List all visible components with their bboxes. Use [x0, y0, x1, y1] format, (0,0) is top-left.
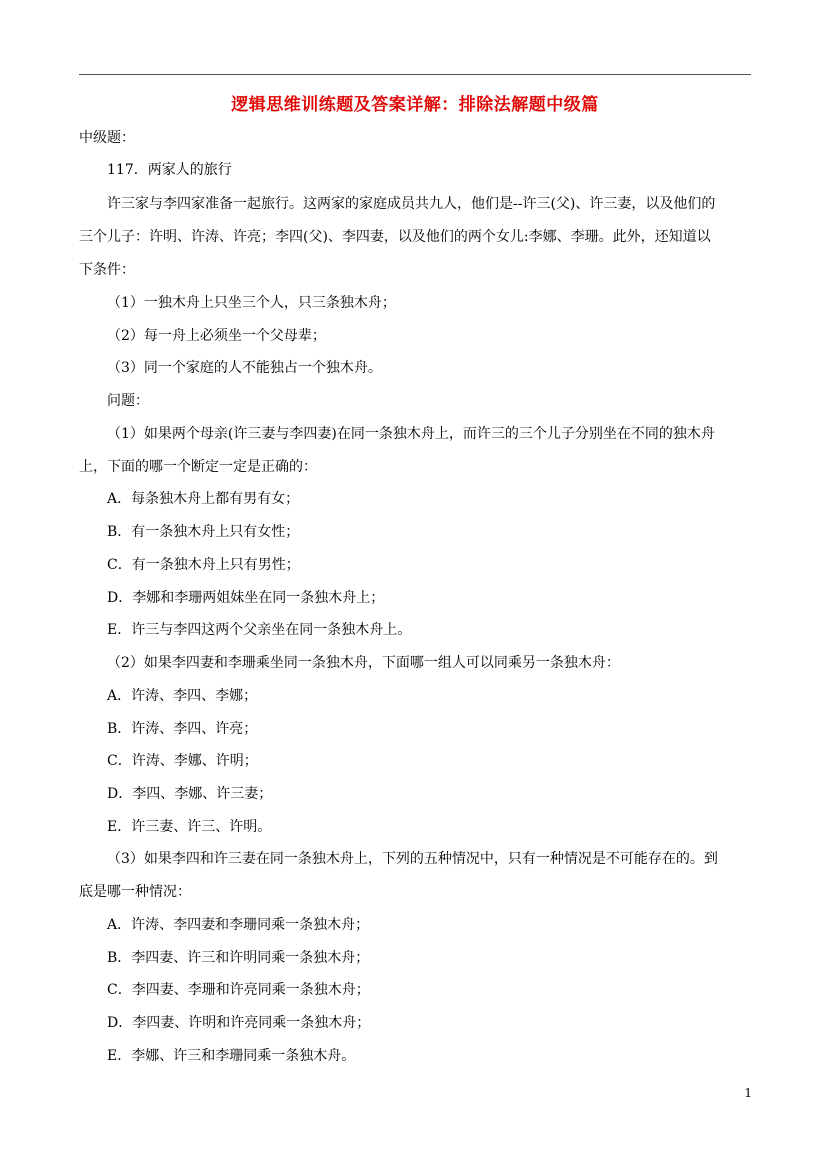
q3-option-a: A．许涛、李四妻和李珊同乘一条独木舟；: [107, 917, 370, 933]
intro-line-3: 下条件：: [79, 262, 135, 278]
q1-option-d: D．李娜和李珊两姐妹坐在同一条独木舟上；: [107, 590, 385, 606]
condition-1: （1）一独木舟上只坐三个人，只三条独木舟；: [107, 295, 396, 311]
level-heading: 中级题：: [79, 130, 135, 146]
header-rule: [79, 74, 751, 75]
q2-option-e: E．许三妻、许三、许明。: [107, 819, 272, 835]
intro-line-2: 三个儿子：许明、许涛、许亮；李四(父)、李四妻，以及他们的两个女儿:李娜、李珊。此外，还知道以: [79, 229, 711, 245]
q3-option-e: E．李娜、许三和李珊同乘一条独木舟。: [107, 1048, 356, 1064]
q1-option-a: A．每条独木舟上都有男有女；: [107, 491, 300, 507]
problem-title: 117．两家人的旅行: [107, 162, 232, 178]
q3-option-d: D．李四妻、许明和许亮同乘一条独木舟；: [107, 1015, 371, 1031]
intro-line-1: 许三家与李四家准备一起旅行。这两家的家庭成员共九人，他们是--许三(父)、许三妻，以及他们的: [107, 196, 716, 212]
page-number: 1: [744, 1086, 752, 1100]
q3-option-b: B．李四妻、许三和许明同乘一条独木舟；: [107, 950, 370, 966]
q1-option-e: E．许三与李四这两个父亲坐在同一条独木舟上。: [107, 622, 412, 638]
q2-option-a: A．许涛、李四、李娜；: [107, 688, 258, 704]
q3-option-c: C．李四妻、李珊和许亮同乘一条独木舟；: [107, 982, 370, 998]
condition-2: （2）每一舟上必须坐一个父母辈；: [107, 328, 326, 344]
q3-stem-line-2: 底是哪一种情况：: [79, 884, 191, 900]
condition-3: （3）同一个家庭的人不能独占一个独木舟。: [107, 360, 382, 376]
q1-stem-line-2: 上，下面的哪一个断定一定是正确的：: [79, 459, 317, 475]
q1-stem-line-1: （1）如果两个母亲(许三妻与李四妻)在同一条独木舟上，而许三的三个儿子分别坐在不同的独木舟: [107, 426, 715, 442]
q2-option-d: D．李四、李娜、许三妻；: [107, 786, 273, 802]
q2-option-c: C．许涛、李娜、许明；: [107, 753, 258, 769]
q1-option-b: B．有一条独木舟上只有女性；: [107, 524, 300, 540]
q2-stem-line-1: （2）如果李四妻和李珊乘坐同一条独木舟，下面哪一组人可以同乘另一条独木舟：: [107, 655, 620, 671]
q2-option-b: B．许涛、李四、许亮；: [107, 721, 258, 737]
page-title: 逻辑思维训练题及答案详解：排除法解题中级篇: [231, 95, 599, 115]
question-label: 问题：: [107, 393, 149, 409]
q1-option-c: C．有一条独木舟上只有男性；: [107, 557, 300, 573]
q3-stem-line-1: （3）如果李四和许三妻在同一条独木舟上，下列的五种情况中，只有一种情况是不可能存在的。到: [107, 851, 718, 867]
